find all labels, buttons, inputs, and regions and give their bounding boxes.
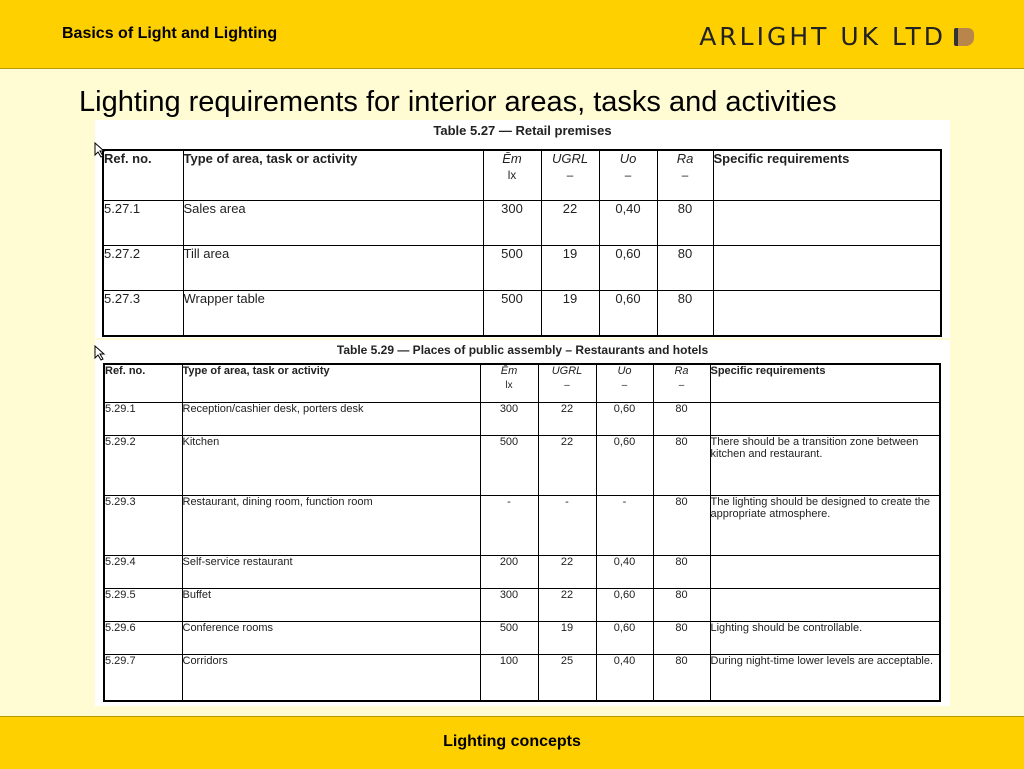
cell-ref: 5.27.3 [103,291,183,337]
cell-ra: 80 [653,622,710,655]
col-uo-unit: – [621,380,628,391]
cell-ref: 5.29.4 [104,556,182,589]
cell-type: Corridors [182,655,480,701]
slide-header [0,0,1024,69]
cell-em: 500 [483,246,541,291]
cell-ugr: 22 [541,201,599,246]
cell-uo: 0,40 [596,556,653,589]
cell-ugr: 19 [541,246,599,291]
col-ugr-label: UGRL [551,151,589,166]
cell-ref: 5.29.2 [104,436,182,496]
cell-spec: During night-time lower levels are acceptable. [710,655,940,701]
col-uo-label: Uo [617,365,632,377]
cell-ugr: 22 [538,589,596,622]
table-row [103,201,941,246]
col-ugr [538,364,596,403]
cell-spec [710,556,940,589]
logo-mark-icon [954,28,974,46]
cell-ra: 80 [657,291,713,337]
cell-em: 500 [480,622,538,655]
cell-em: 500 [483,291,541,337]
cell-ra: 80 [657,201,713,246]
cell-em: 300 [483,201,541,246]
col-ugr-label: UGRL [551,365,583,377]
col-ref: Ref. no. [103,150,183,201]
cell-ref: 5.29.7 [104,655,182,701]
cell-spec [710,403,940,436]
col-ra-unit: – [681,169,689,182]
cell-type: Buffet [182,589,480,622]
col-uo [599,150,657,201]
cell-ugr: 25 [538,655,596,701]
footer-text: Lighting concepts [443,733,581,750]
cell-em: 500 [480,436,538,496]
col-type: Type of area, task or activity [182,364,480,403]
restaurants-table-panel [95,340,950,706]
col-spec: Specific requirements [710,364,940,403]
col-em-unit: lx [507,169,517,182]
cell-ref: 5.29.6 [104,622,182,655]
mouse-cursor-icon [94,142,106,158]
cell-ugr: - [538,496,596,556]
restaurants-hotels-table [103,363,941,702]
cell-ref: 5.29.3 [104,496,182,556]
cell-ra: 80 [653,556,710,589]
col-ra [653,364,710,403]
cell-em: 300 [480,589,538,622]
table-row [104,556,940,589]
cell-ugr: 22 [538,403,596,436]
cell-uo: 0,60 [596,622,653,655]
slide-title: Lighting requirements for interior areas, tasks and activities [79,86,837,118]
cell-ref: 5.27.2 [103,246,183,291]
company-logo [699,22,974,51]
cell-em: 200 [480,556,538,589]
slide-footer [0,716,1024,769]
cell-type: Reception/cashier desk, porters desk [182,403,480,436]
cell-em: 300 [480,403,538,436]
col-em-label: Ēm [500,365,518,377]
cell-type: Self-service restaurant [182,556,480,589]
col-uo-label: Uo [619,151,637,166]
table-row [104,403,940,436]
cell-ra: 80 [653,403,710,436]
col-ra-label: Ra [676,151,694,166]
table-row [103,246,941,291]
cell-type: Wrapper table [183,291,483,337]
cell-spec [713,246,941,291]
cell-type: Till area [183,246,483,291]
cell-ugr: 19 [541,291,599,337]
cell-ref: 5.29.1 [104,403,182,436]
cell-spec: There should be a transition zone between kitchen and restaurant. [710,436,940,496]
col-spec: Specific requirements [713,150,941,201]
cell-ugr: 22 [538,556,596,589]
cell-spec [710,589,940,622]
cell-ra: 80 [657,246,713,291]
cell-spec: The lighting should be designed to create the appropriate atmosphere. [710,496,940,556]
cell-ra: 80 [653,436,710,496]
logo-text: ARLIGHT UK LTD [699,22,946,51]
col-ra-label: Ra [674,365,689,377]
col-em-label: Ēm [502,151,522,166]
table-row [103,291,941,337]
col-type: Type of area, task or activity [183,150,483,201]
cell-spec [713,291,941,337]
col-em-unit: lx [505,380,513,391]
cell-uo: 0,60 [599,291,657,337]
cell-spec: Lighting should be controllable. [710,622,940,655]
table-row [104,655,940,701]
table-header-row [103,150,941,201]
table-row [104,589,940,622]
table-row [104,496,940,556]
cell-ra: 80 [653,589,710,622]
cell-ra: 80 [653,496,710,556]
cell-uo: 0,40 [596,655,653,701]
cell-uo: 0,60 [596,589,653,622]
mouse-cursor-icon [94,345,106,361]
cell-spec [713,201,941,246]
retail-table-panel [95,120,950,338]
retail-premises-table [102,149,942,337]
col-ugr-unit: – [566,169,574,182]
cell-ref: 5.29.5 [104,589,182,622]
cell-type: Conference rooms [182,622,480,655]
col-em [483,150,541,201]
cell-em: 100 [480,655,538,701]
cell-type: Restaurant, dining room, function room [182,496,480,556]
cell-type: Sales area [183,201,483,246]
table-row [104,622,940,655]
col-uo [596,364,653,403]
cell-ref: 5.27.1 [103,201,183,246]
col-ra [657,150,713,201]
header-title: Basics of Light and Lighting [62,25,278,42]
col-ref: Ref. no. [104,364,182,403]
cell-uo: 0,60 [599,246,657,291]
cell-ugr: 22 [538,436,596,496]
col-em [480,364,538,403]
cell-ugr: 19 [538,622,596,655]
cell-uo: 0,60 [596,403,653,436]
col-uo-unit: – [624,169,632,182]
table-header-row [104,364,940,403]
cell-uo: - [596,496,653,556]
col-ra-unit: – [678,380,685,391]
table-row [104,436,940,496]
cell-uo: 0,60 [596,436,653,496]
table-caption: Table 5.27 — Retail premises [433,123,612,138]
col-ugr-unit: – [564,380,570,391]
col-ugr [541,150,599,201]
cell-uo: 0,40 [599,201,657,246]
cell-ra: 80 [653,655,710,701]
cell-type: Kitchen [182,436,480,496]
table-caption: Table 5.29 — Places of public assembly – Restaurants and hotels [336,343,709,357]
cell-em: - [480,496,538,556]
